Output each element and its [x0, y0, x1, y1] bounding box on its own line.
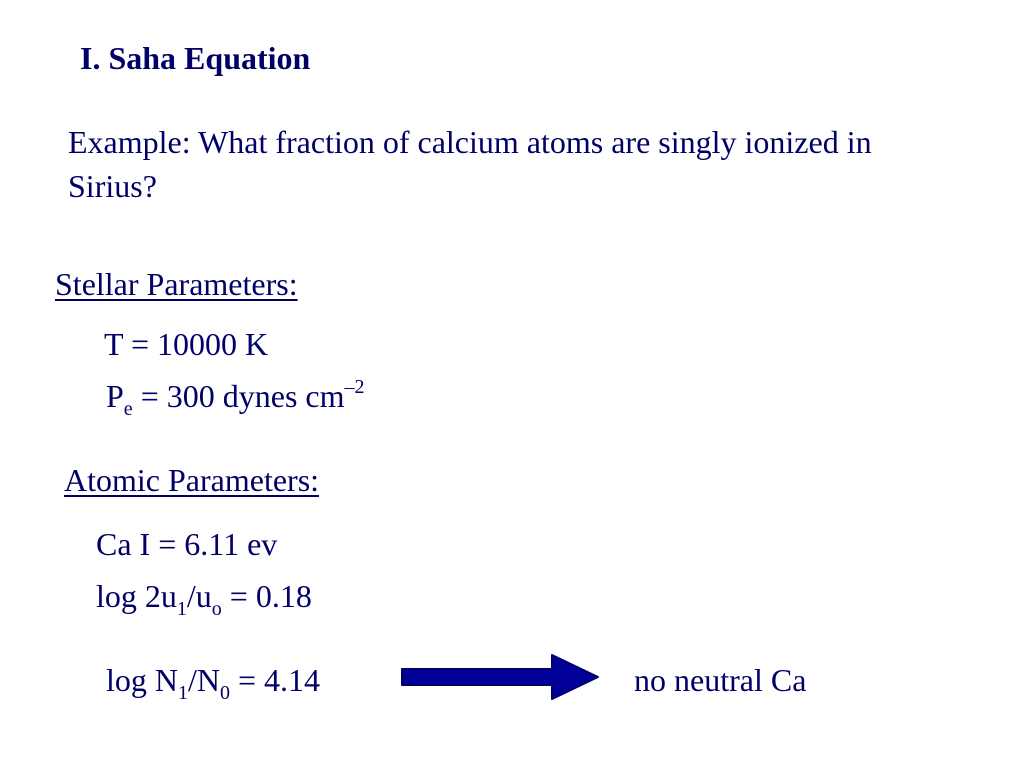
right-arrow-icon [400, 654, 600, 700]
log-n-subscript-1: 1 [178, 682, 188, 704]
pe-symbol: P [106, 378, 124, 414]
population-ratio-result [106, 662, 321, 704]
log-n-value: = 4.14 [230, 662, 321, 698]
pe-value: = 300 dynes cm [132, 378, 345, 414]
log-n-subscript-0: 0 [220, 682, 230, 704]
log-u-subscript-2: o [211, 598, 222, 620]
partition-function-ratio [96, 578, 312, 620]
conclusion-text: no neutral Ca [634, 662, 807, 698]
pe-subscript: e [123, 398, 133, 420]
log-n-mid: /N [188, 662, 220, 698]
atomic-parameters-heading: Atomic Parameters: [64, 462, 320, 498]
log-n-prefix: log N [106, 662, 178, 698]
slide-title: I. Saha Equation [80, 40, 311, 76]
stellar-parameters-heading: Stellar Parameters: [55, 266, 298, 302]
log-u-value: = 0.18 [221, 578, 312, 614]
example-question: Example: What fraction of calcium atoms are singly ionized in Sirius? [68, 124, 872, 204]
pe-exponent: –2 [344, 376, 365, 398]
log-u-mid: /u [186, 578, 212, 614]
log-u-prefix: log 2u [96, 578, 177, 614]
temperature-value: T = 10000 K [104, 326, 269, 362]
log-u-subscript-1: 1 [176, 598, 187, 620]
arrow-shape [402, 655, 598, 699]
electron-pressure-value [106, 376, 365, 420]
ionization-energy-value: Ca I = 6.11 ev [96, 526, 278, 562]
